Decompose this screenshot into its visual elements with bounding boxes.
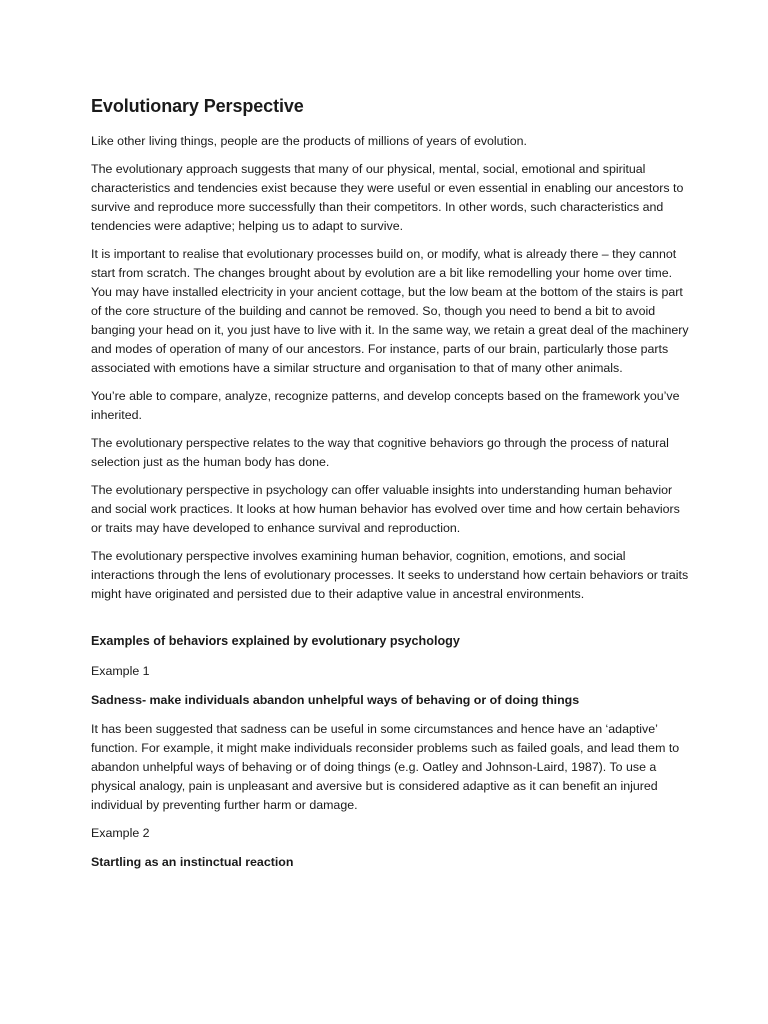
example-label: Example 1: [91, 664, 150, 678]
page-title: Evolutionary Perspective: [91, 96, 304, 116]
paragraph: The evolutionary perspective involves examining human behavior, cognition, emotions, and social interactions through the lens of evolutionary processes. It seeks to understand how certain behaviors or traits might have originated and persisted due to their adaptive value in ancestral environments.: [91, 549, 689, 601]
example-title: Startling as an instinctual reaction: [91, 855, 294, 869]
example-title: Sadness- make individuals abandon unhelpful ways of behaving or of doing things: [91, 693, 580, 707]
paragraph: You’re able to compare, analyze, recognize patterns, and develop concepts based on the framework you’ve inherited.: [91, 389, 680, 422]
paragraph: It is important to realise that evolutionary processes build on, or modify, what is already there – they cannot start from scratch. The changes brought about by evolution are a bit like remodelling your home over time. You may have installed electricity in your ancient cottage, but the low beam at the bottom of the stairs is part of the core structure of the building and cannot be removed. So, though you need to bend a bit to avoid banging your head on it, you just have to live with it. In the same way, we retain a great deal of the machinery and modes of operation of many of our ancestors. For instance, parts of our brain, particularly those parts associated with emotions have a similar structure and organisation to that of many other animals.: [91, 247, 689, 375]
section-spacer: [91, 613, 691, 632]
paragraph: The evolutionary perspective in psychology can offer valuable insights into understanding human behavior and social work practices. It looks at how human behavior has evolved over time and how certain behaviors or traits may have developed to enhance survival and reproduction.: [91, 483, 680, 535]
paragraph: The evolutionary approach suggests that many of our physical, mental, social, emotional and spiritual characteristics and tendencies exist because they were useful or even essential in enabling our ancestors to survive and reproduce more successfully than their competitors. In other words, such characteristics and tendencies were adaptive; helping us to adapt to survive.: [91, 162, 684, 233]
example-label: Example 2: [91, 826, 150, 840]
examples-heading: Examples of behaviors explained by evolutionary psychology: [91, 634, 460, 648]
paragraph: The evolutionary perspective relates to the way that cognitive behaviors go through the process of natural selection just as the human body has done.: [91, 436, 669, 469]
paragraph: Like other living things, people are the products of millions of years of evolution.: [91, 134, 527, 148]
document-page: [91, 94, 691, 882]
example-body: It has been suggested that sadness can be useful in some circumstances and hence have an ‘adaptive’ function. For example, it might make individuals reconsider problems such as failed goals, and lead them to abandon unhelpful ways of behaving or of doing things (e.g. Oatley and Johnson-Laird, 1987). To use a physical analogy, pain is unpleasant and aversive but is considered adaptive as it can benefit an injured individual by preventing further harm or damage.: [91, 722, 680, 812]
